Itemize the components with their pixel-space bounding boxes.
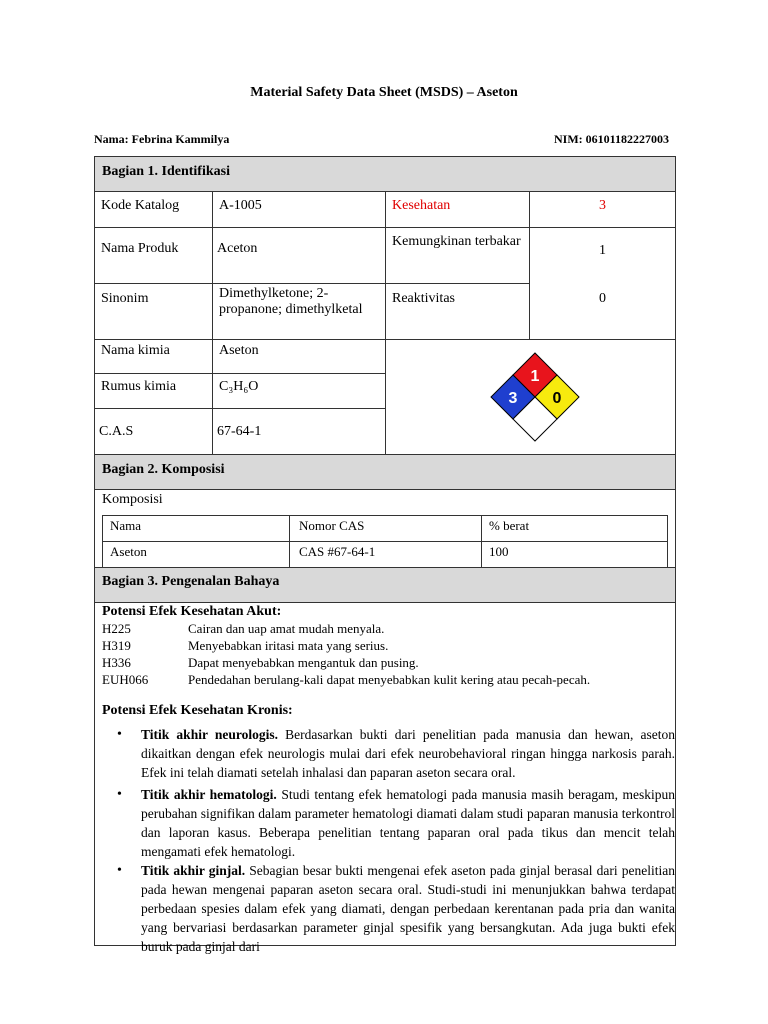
table-row xyxy=(103,542,667,568)
label-nama-kimia: Nama kimia xyxy=(101,343,170,358)
label-nama-produk: Nama Produk xyxy=(101,241,179,256)
value-cas: 67-64-1 xyxy=(217,424,262,439)
hazard-text: Cairan dan uap amat mudah menyala. xyxy=(188,621,385,636)
hazard-code: H225 xyxy=(102,621,131,636)
student-name: Nama: Febrina Kammilya xyxy=(94,132,230,146)
hazard-terbakar-label: Kemungkinan terbakar xyxy=(392,234,521,249)
hazard-code-row xyxy=(102,671,590,688)
header-nomor-cas: Nomor CAS xyxy=(299,518,365,533)
nfpa-diamond-icon xyxy=(491,353,579,441)
label-rumus-kimia: Rumus kimia xyxy=(101,379,177,394)
cell-berat: 100 xyxy=(489,544,509,559)
bullet-title: Titik akhir neurologis. xyxy=(141,727,278,742)
bullet-title: Titik akhir ginjal. xyxy=(141,863,246,878)
bullet-text: Studi tentang efek hematologi pada manusia masih beragam, meskipun perubahan signifikan dalam parameter hematologi diamati dalam studi paparan manusia terkontrol dan laporan kasus. Beberapa penelitian tentang paparan oral pada tikus dan mencit telah mengamati efek hematologi. xyxy=(141,787,676,859)
hazard-code-row xyxy=(102,620,384,637)
label-kode-katalog: Kode Katalog xyxy=(101,198,180,213)
hazard-code: H336 xyxy=(102,655,131,670)
hazard-text: Dapat menyebabkan mengantuk dan pusing. xyxy=(188,655,419,670)
nfpa-left-number: 3 xyxy=(508,390,518,407)
label-sinonim: Sinonim xyxy=(101,291,149,306)
list-item xyxy=(141,861,675,956)
bullet-icon: • xyxy=(117,787,122,802)
list-item xyxy=(141,725,675,782)
hazard-kesehatan-value: 3 xyxy=(599,198,606,213)
hazard-code: H319 xyxy=(102,638,131,653)
cell-nomor-cas: CAS #67-64-1 xyxy=(299,544,376,559)
komposisi-table xyxy=(102,515,668,568)
student-nim: NIM: 06101182227003 xyxy=(554,132,669,146)
hazard-text: Pendedahan berulang-kali dapat menyebabkan kulit kering atau pecah-pecah. xyxy=(188,672,591,687)
hazard-terbakar-value: 1 xyxy=(599,243,606,258)
bullet-icon: • xyxy=(117,863,122,878)
cell-nama: Aseton xyxy=(110,544,147,559)
section3-heading: Bagian 3. Pengenalan Bahaya xyxy=(95,567,675,603)
msds-table xyxy=(94,156,676,954)
header-nama: Nama xyxy=(110,518,142,533)
bullet-title: Titik akhir hematologi. xyxy=(141,787,277,802)
chronic-effects-title: Potensi Efek Kesehatan Kronis: xyxy=(102,703,293,718)
value-nama-produk: Aceton xyxy=(217,241,258,256)
hazard-code: EUH066 xyxy=(102,672,149,687)
value-rumus-kimia: C₃H₆O xyxy=(219,379,259,394)
section1-heading: Bagian 1. Identifikasi xyxy=(95,157,675,192)
list-item xyxy=(141,785,675,861)
komposisi-header-row xyxy=(103,516,667,542)
value-nama-kimia: Aseton xyxy=(219,343,259,358)
nfpa-top-number: 1 xyxy=(530,368,540,385)
komposisi-label: Komposisi xyxy=(102,492,163,507)
bullet-text: Berdasarkan bukti dari penelitian pada manusia dan hewan, aseton dikaitkan dengan efek neurologis mulai dari efek neurobehavioral ringan hingga narkosis parah. Efek ini telah diamati setelah inhalasi dan paparan aseton secara oral. xyxy=(141,727,675,780)
header-berat: % berat xyxy=(489,518,530,533)
hazard-kesehatan-label: Kesehatan xyxy=(392,198,451,213)
value-kode-katalog: A-1005 xyxy=(219,198,262,213)
hazard-text: Menyebabkan iritasi mata yang serius. xyxy=(188,638,389,653)
document-title: Material Safety Data Sheet (MSDS) – Aseton xyxy=(250,85,518,100)
section2-heading: Bagian 2. Komposisi xyxy=(95,454,675,490)
nfpa-right-number: 0 xyxy=(552,390,562,407)
value-sinonim: Dimethylketone; 2-propanone; dimethylketal xyxy=(219,286,363,317)
hazard-reaktivitas-label: Reaktivitas xyxy=(392,291,455,306)
label-cas: C.A.S xyxy=(99,424,134,439)
hazard-code-row xyxy=(102,654,419,671)
acute-effects-title: Potensi Efek Kesehatan Akut: xyxy=(102,604,282,619)
bullet-icon: • xyxy=(117,727,122,742)
bullet-text: Sebagian besar bukti mengenai efek aseton pada ginjal berasal dari penelitian pada hewan mengenai paparan aseton secara oral. Studi-studi ini menunjukkan bahwa terdapat perbedaan spesies dalam efek yang diamati, dengan perbedaan kerentanan pada pria dan wanita yang bervariasi berdasarkan parameter ginjal spesifik yang bersangkutan. Ada juga bukti efek buruk pada ginjal dari xyxy=(141,863,675,954)
hazard-code-row xyxy=(102,637,388,654)
hazard-reaktivitas-value: 0 xyxy=(599,291,606,306)
